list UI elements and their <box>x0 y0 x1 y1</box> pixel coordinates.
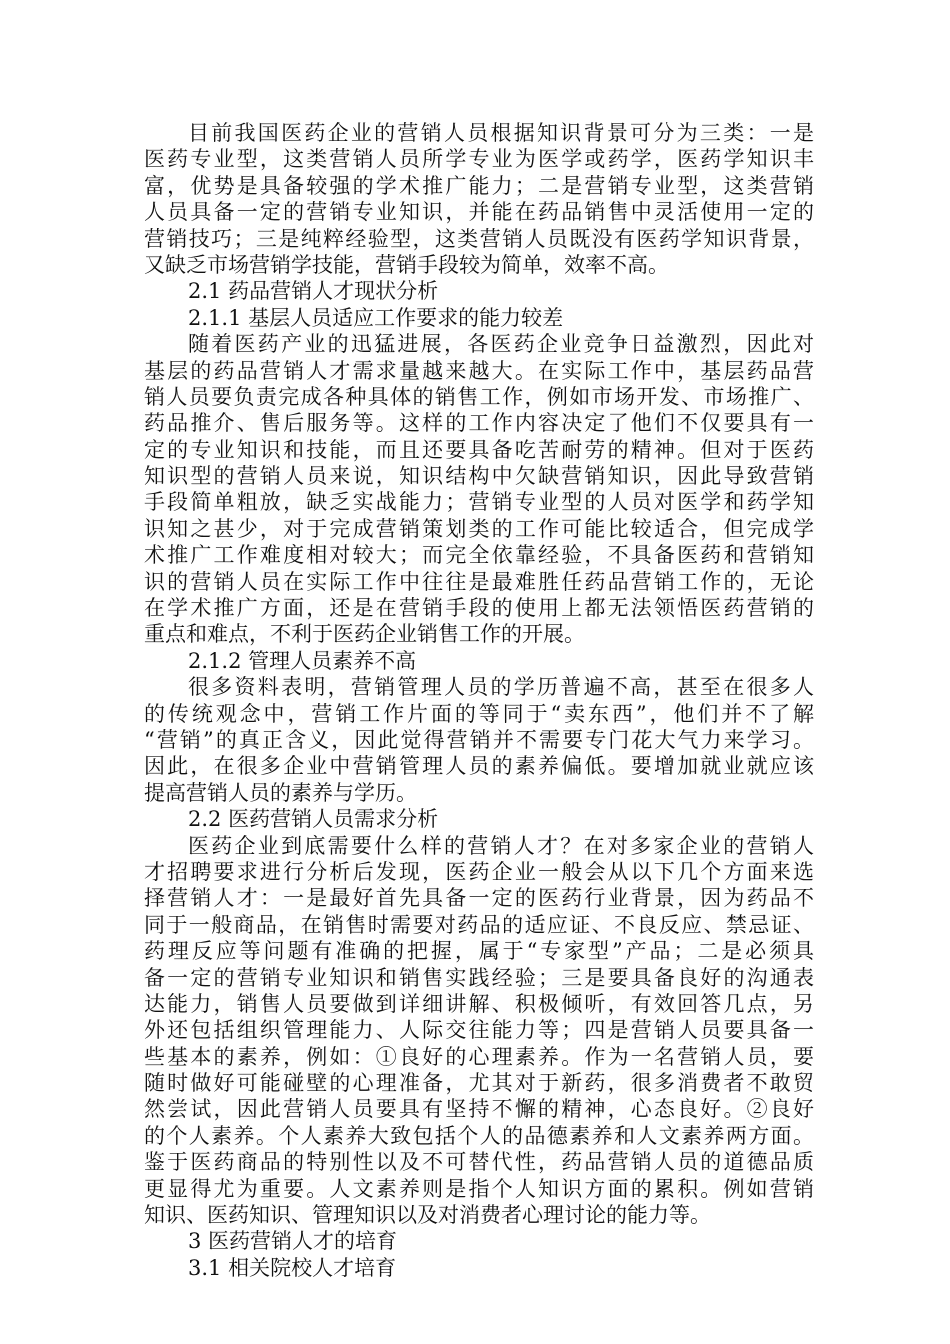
text-line: 医药企业到底需要什么样的营销人才？在对多家企业的营销人 <box>188 833 814 858</box>
heading-text: 2.1.2 管理人员素养不高 <box>188 648 417 673</box>
text-line: 的个人素养。个人素养大致包括个人的品德素养和人文素养两方面。 <box>144 1123 814 1148</box>
document-body <box>144 120 814 1281</box>
text-line: 随着医药产业的迅猛进展，各医药企业竞争日益激烈，因此对 <box>188 332 814 357</box>
body-paragraph <box>144 331 814 648</box>
section-heading <box>144 1228 814 1254</box>
text-line: 的传统观念中，营销工作片面的等同于“卖东西”，他们并不了解 <box>144 701 814 726</box>
text-line: 外还包括组织管理能力、人际交往能力等；四是营销人员要具备一 <box>144 1018 814 1043</box>
text-line: 提高营销人员的素养与学历。 <box>144 780 417 805</box>
text-line: 同于一般商品，在销售时需要对药品的适应证、不良反应、禁忌证、 <box>144 912 814 937</box>
text-line: 达能力，销售人员要做到详细讲解、积极倾听，有效回答几点，另 <box>144 991 814 1016</box>
text-line: 些基本的素养，例如：①良好的心理素养。作为一名营销人员，要 <box>144 1044 814 1069</box>
text-line: 术推广工作难度相对较大；而完全依靠经验，不具备医药和营销知 <box>144 543 814 568</box>
text-line: 因此，在很多企业中营销管理人员的素养偏低。要增加就业就应该 <box>144 754 814 779</box>
section-heading <box>144 1255 814 1281</box>
section-heading <box>144 278 814 304</box>
text-line: 鉴于医药商品的特别性以及不可替代性，药品营销人员的道德品质 <box>144 1150 814 1175</box>
text-line: 更显得尤为重要。人文素养则是指个人知识方面的累积。例如营销 <box>144 1176 814 1201</box>
body-paragraph <box>144 833 814 1229</box>
heading-text: 3.1 相关院校人才培育 <box>188 1255 397 1280</box>
text-line: 药理反应等问题有准确的把握，属于“专家型”产品；二是必须具 <box>144 939 814 964</box>
text-line: 人员具备一定的营销专业知识，并能在药品销售中灵活使用一定的 <box>144 200 814 225</box>
text-line: “营销”的真正含义，因此觉得营销并不需要专门花大气力来学习。 <box>144 727 814 752</box>
text-line: 才招聘要求进行分析后发现，医药企业一般会从以下几个方面来选 <box>144 859 814 884</box>
text-line: 随时做好可能碰壁的心理准备，尤其对于新药，很多消费者不敢贸 <box>144 1071 814 1096</box>
text-line: 择营销人才：一是最好首先具备一定的医药行业背景，因为药品不 <box>144 886 814 911</box>
text-line: 识的营销人员在实际工作中往往是最难胜任药品营销工作的，无论 <box>144 569 814 594</box>
section-heading <box>144 648 814 674</box>
text-line: 富，优势是具备较强的学术推广能力；二是营销专业型，这类营销 <box>144 173 814 198</box>
text-line: 销人员要负责完成各种具体的销售工作，例如市场开发、市场推广、 <box>144 384 814 409</box>
text-line: 在学术推广方面，还是在营销手段的使用上都无法领悟医药营销的 <box>144 596 814 621</box>
text-line: 目前我国医药企业的营销人员根据知识背景可分为三类：一是 <box>188 121 814 145</box>
text-line: 又缺乏市场营销学技能，营销手段较为简单，效率不高。 <box>144 252 669 277</box>
heading-text: 2.2 医药营销人员需求分析 <box>188 807 439 832</box>
text-line: 然尝试，因此营销人员要具有坚持不懈的精神，心态良好。②良好 <box>144 1097 814 1122</box>
text-line: 知识型的营销人员来说，知识结构中欠缺营销知识，因此导致营销 <box>144 464 814 489</box>
text-line: 手段简单粗放，缺乏实战能力；营销专业型的人员对医学和药学知 <box>144 490 814 515</box>
text-line: 重点和难点，不利于医药企业销售工作的开展。 <box>144 622 585 647</box>
heading-text: 3 医药营销人才的培育 <box>188 1229 398 1254</box>
text-line: 定的专业知识和技能，而且还要具备吃苦耐劳的精神。但对于医药 <box>144 437 814 462</box>
section-heading <box>144 305 814 331</box>
text-line: 备一定的营销专业知识和销售实践经验；三是要具备良好的沟通表 <box>144 965 814 990</box>
text-line: 营销技巧；三是纯粹经验型，这类营销人员既没有医药学知识背景， <box>144 226 814 251</box>
body-paragraph <box>144 674 814 806</box>
text-line: 知识、医药知识、管理知识以及对消费者心理讨论的能力等。 <box>144 1203 711 1228</box>
section-heading <box>144 806 814 832</box>
heading-text: 2.1.1 基层人员适应工作要求的能力较差 <box>188 305 564 330</box>
text-line: 识知之甚少，对于完成营销策划类的工作可能比较适合，但完成学 <box>144 516 814 541</box>
text-line: 基层的药品营销人才需求量越来越大。在实际工作中，基层药品营 <box>144 358 814 383</box>
text-line: 医药专业型，这类营销人员所学专业为医学或药学，医药学知识丰 <box>144 147 814 172</box>
text-line: 很多资料表明，营销管理人员的学历普遍不高，甚至在很多人 <box>188 675 814 700</box>
heading-text: 2.1 药品营销人才现状分析 <box>188 279 439 304</box>
text-line: 药品推介、售后服务等。这样的工作内容决定了他们不仅要具有一 <box>144 411 814 436</box>
body-paragraph <box>144 120 814 278</box>
